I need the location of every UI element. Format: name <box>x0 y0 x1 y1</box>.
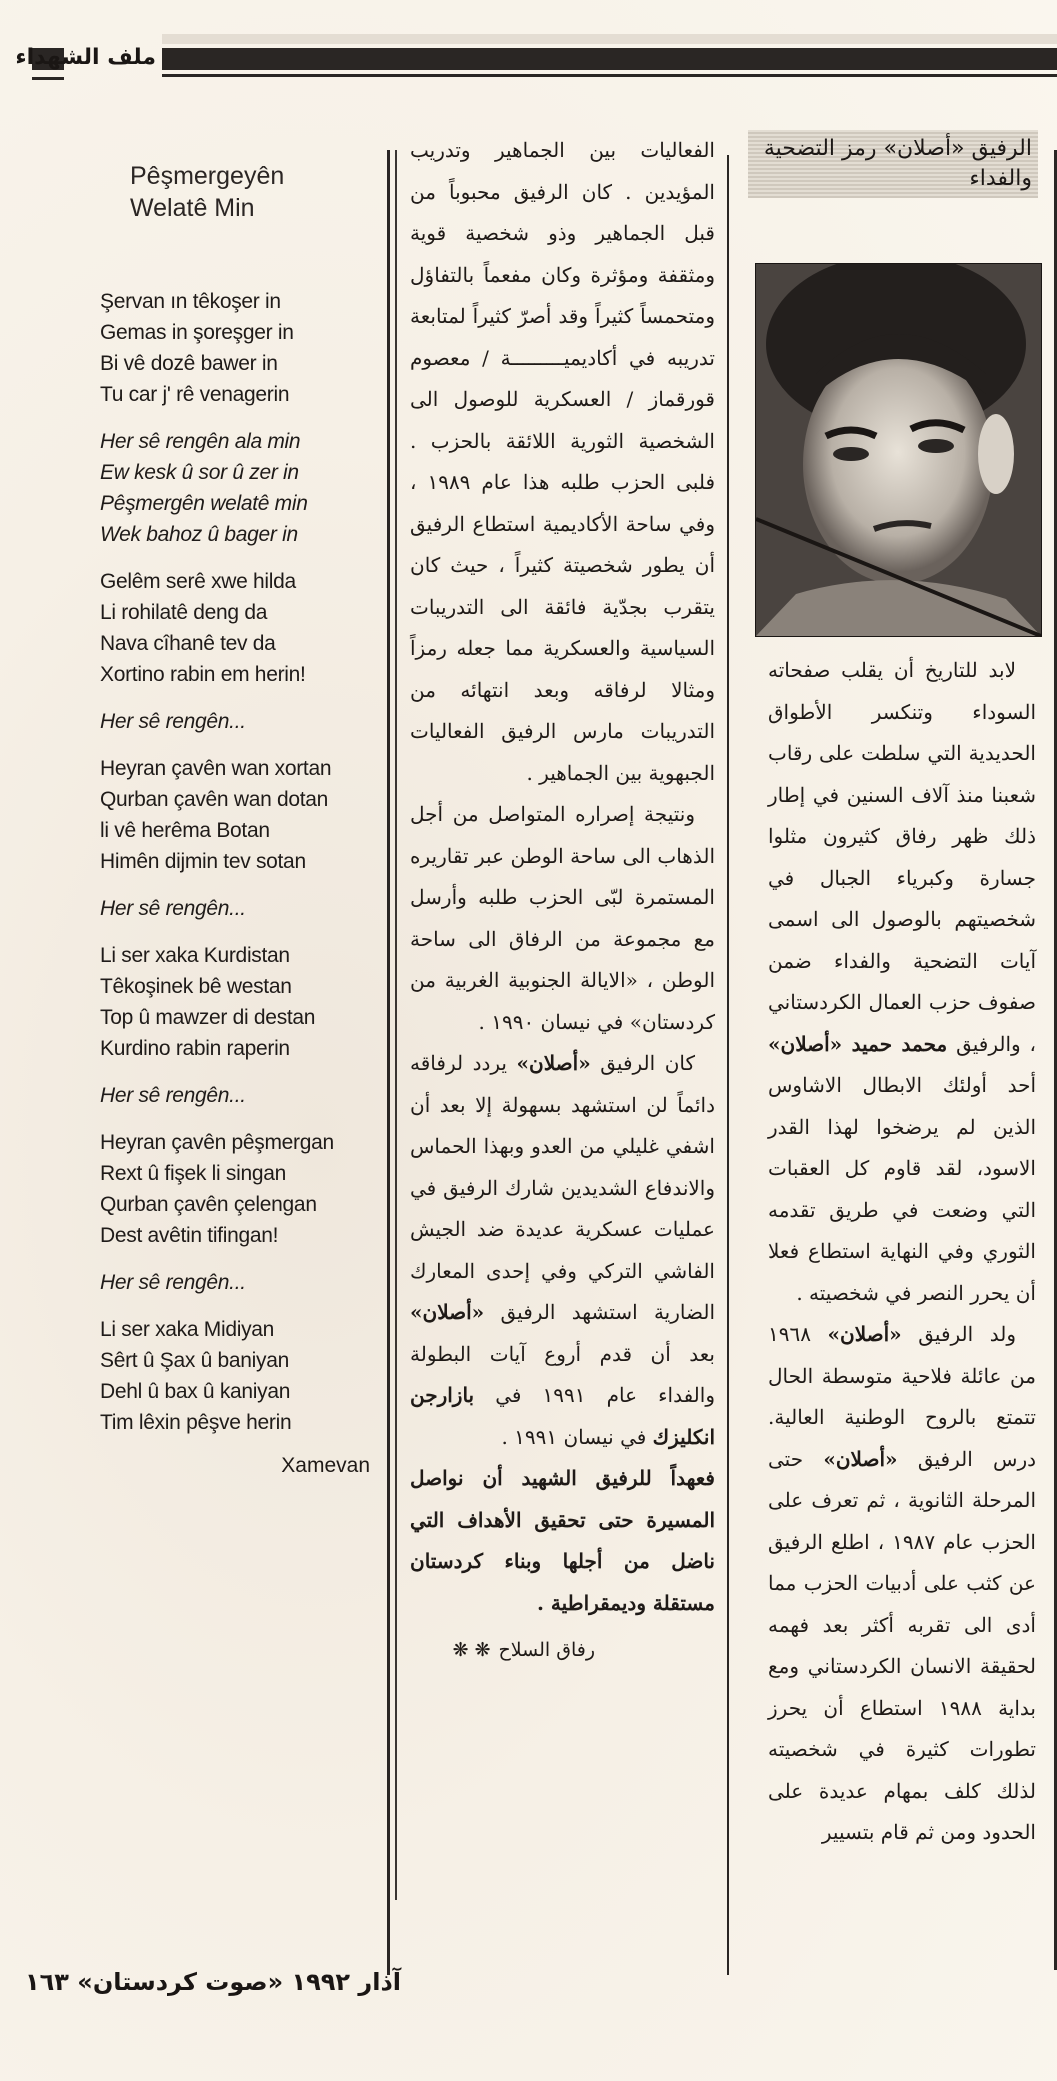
poem-line: Qurban çavên çelengan <box>100 1193 317 1216</box>
article-paragraph: لابد للتاريخ أن يقلب صفحاته السوداء وتنكسر الأطواق الحديدية التي سلطت على رقاب شعبنا منذ آلاف السنين في إطار ذلك ظهر رفاق كثيرون مثلوا جسارة وكبرياء الجبال في شخصيتهم بالوصول الى اسمى آيات التضحية والفداء ضمن صفوف حزب العمال الكردستاني ، والرفيق محمد حميد «أصلان» أحد أولئك الابطال الاشاوس الذين لم يرضخوا لهذا القدر الاسود، لقد قاوم كل العقبات التي وضعت في طريق تقدمه الثوري وفي النهاية استطاع فعلا أن يحرر النصر في شخصيته . <box>768 658 1037 1305</box>
poem-line: Tim lêxin pêşve herin <box>100 1411 292 1434</box>
poem-line: Her sê rengên... <box>100 897 246 920</box>
poem-line: Pêşmergên welatê min <box>100 492 308 515</box>
portrait-image <box>756 264 1041 636</box>
poem-line: Her sê rengên... <box>100 710 246 733</box>
section-title: ملف الشهداء <box>15 45 156 70</box>
poem-line: Gelêm serê xwe hilda <box>100 570 296 593</box>
poem-line: Himên dijmin tev sotan <box>100 850 306 873</box>
poem-line: Sêrt û Şax û baniyan <box>100 1349 289 1372</box>
poem-line: Şervan ın têkoşer in <box>100 290 281 313</box>
name-highlight: «أصلان» <box>410 1300 485 1324</box>
header-rule <box>162 74 1057 77</box>
article-paragraph: ونتيجة إصراره المتواصل من أجل الذهاب الى ساحة الوطن عبر تقاريره المستمرة لبّى الحزب طلبه وأرسل مع مجموعة من الرفاق الى ساحة الوطن ، «الايالة الجنوبية الغربية من كردستان» في نيسان ١٩٩٠ . <box>410 802 715 1034</box>
article-signature: رفاق السلاح❋ ❋ <box>452 1639 595 1661</box>
name-highlight: «أصلان» <box>827 1322 902 1346</box>
poem-line: Gemas in şoreşger in <box>100 321 294 344</box>
poem-line: Kurdino rabin raperin <box>100 1037 290 1060</box>
article-title: الرفيق «أصلان» رمز التضحية والفداء <box>748 130 1038 198</box>
header-bar <box>162 48 1057 70</box>
poem-line: Heyran çavên wan xortan <box>100 757 332 780</box>
poem-stanza <box>100 286 380 410</box>
poem-stanza <box>100 940 380 1064</box>
poem-stanza <box>100 1127 380 1251</box>
poem-line: Wek bahoz û bager in <box>100 523 298 546</box>
poem-line: Dest avêtin tifingan! <box>100 1224 279 1247</box>
poem-refrain <box>100 893 380 924</box>
poem-line: li vê herêma Botan <box>100 819 270 842</box>
poem-stanza <box>100 566 380 690</box>
name-highlight: «أصلان» <box>823 1446 898 1471</box>
poem-line: Heyran çavên pêşmergan <box>100 1131 334 1154</box>
poem-refrain <box>100 426 380 550</box>
poem-line: Her sê rengên... <box>100 1271 246 1294</box>
article-paragraph: كان الرفيق «أصلان» يردد لرفاقه دائماً لن استشهد بسهولة إلا بعد أن اشفي غليلي من العدو وبهذا الحماس والاندفاع الشديدين شارك الرفيق في عمليات عسكرية عديدة ضد الجيش الفاشي التركي وفي إحدى المعارك الضارية استشهد الرفيق «أصلان» بعد أن قدم أروع آيات البطولة والفداء عام ١٩٩١ في بازارجن انكليزك في نيسان ١٩٩١ . <box>410 1051 715 1449</box>
closing-pledge: فعهداً للرفيق الشهيد أن نواصل المسيرة حتى تحقيق الأهداف التي ناضل من أجلها وبناء كردستان مستقلة وديمقراطية . <box>410 1466 715 1615</box>
poem-title-line-2: Welatê Min <box>130 194 255 222</box>
poem-title <box>130 160 380 224</box>
poem-line: Têkoşinek bê westan <box>100 975 292 998</box>
column-divider <box>727 155 729 1975</box>
column-divider <box>387 150 390 1975</box>
poem-line: Dehl û bax û kaniyan <box>100 1380 291 1403</box>
poem-stanza <box>100 1314 380 1438</box>
article-paragraph: ولد الرفيق «أصلان» ١٩٦٨ من عائلة فلاحية متوسطة الحال تتمتع بالروح الوطنية العالية. درس الرفيق «أصلان» حتى المرحلة الثانوية ، ثم تعرف على الحزب عام ١٩٨٧ ، اطلع الرفيق عن كثب على أدبيات الحزب مما أدى الى تقربه أكثر بعد فهمه لحقيقة الانسان الكردستاني ومع بداية ١٩٨٨ استطاع أن يحرز تطورات كثيرة في شخصيته لذلك كلف بمهام عديدة على الحدود ومن ثم قام بتسيير <box>768 1322 1037 1844</box>
poem-refrain <box>100 706 380 737</box>
poem-line: Bi vê dozê bawer in <box>100 352 278 375</box>
poem-line: Top û mawzer di destan <box>100 1006 316 1029</box>
place-highlight: بازارجن انكليزك <box>410 1383 715 1449</box>
poem-line: Qurban çavên wan dotan <box>100 788 329 811</box>
poem-line: Ew kesk û sor û zer in <box>100 461 299 484</box>
poem-line: Li ser xaka Kurdistan <box>100 944 290 967</box>
poem-line: Tu car j' rê venagerin <box>100 383 290 406</box>
poem-line: Li ser xaka Midiyan <box>100 1318 275 1341</box>
poem-line: Rext û fişek li singan <box>100 1162 286 1185</box>
article-paragraph: الفعاليات بين الجماهير وتدريب المؤيدين . كان الرفيق محبوباً من قبل الجماهير وذو شخصية قوية ومثقفة ومؤثرة وكان مفعماً بالتفاؤل ومتحمساً كثيراً وقد أصرّ كثيراً لمتابعة تدريبه في أكاديميـــــــــة / معصوم قورقماز / العسكرية للوصول الى الشخصية الثورية اللائقة بالحزب . فلبى الحزب طلبه هذا عام ١٩٨٩ ، وفي ساحة الأكاديمية استطاع الرفيق أن يطور شخصيتة كثيراً ، حيث كان يتقرب بجدّية فائقة الى التدريبات السياسية والعسكرية مما جعله رمزاً ومثالا لرفاقه وبعد انتهائه من التدريبات مارس الرفيق الفعاليات الجبهوية بين الجماهير . <box>410 138 716 785</box>
header-bar-shadow <box>162 34 1057 44</box>
article-middle-column <box>410 130 715 1672</box>
column-divider <box>395 150 397 1900</box>
name-highlight: محمد حميد «أصلان» <box>768 1031 948 1056</box>
poem-refrain <box>100 1267 380 1298</box>
poem-title-line-1: Pêşmergeyên <box>130 162 285 190</box>
poem-refrain <box>100 1080 380 1111</box>
page-footer: آذار ١٩٩٢ «صوت كردستان» ١٦٣ <box>25 1968 402 1996</box>
poem-line: Xortino rabin em herin! <box>100 663 306 686</box>
portrait-photo <box>755 263 1042 637</box>
name-highlight: «أصلان» <box>516 1051 591 1075</box>
poem-body <box>100 286 380 1438</box>
poem-line: Her sê rengên ala min <box>100 430 301 453</box>
poem-stanza <box>100 753 380 877</box>
poem-author: Xamevan <box>281 1454 370 1477</box>
poem-line: Nava cîhanê tev da <box>100 632 276 655</box>
poem-line: Her sê rengên... <box>100 1084 246 1107</box>
asterism-icon: ❋ ❋ <box>452 1639 491 1661</box>
article-right-body <box>768 650 1036 1854</box>
poem-line: Li rohilatê deng da <box>100 601 268 624</box>
poem-column <box>100 160 380 1478</box>
